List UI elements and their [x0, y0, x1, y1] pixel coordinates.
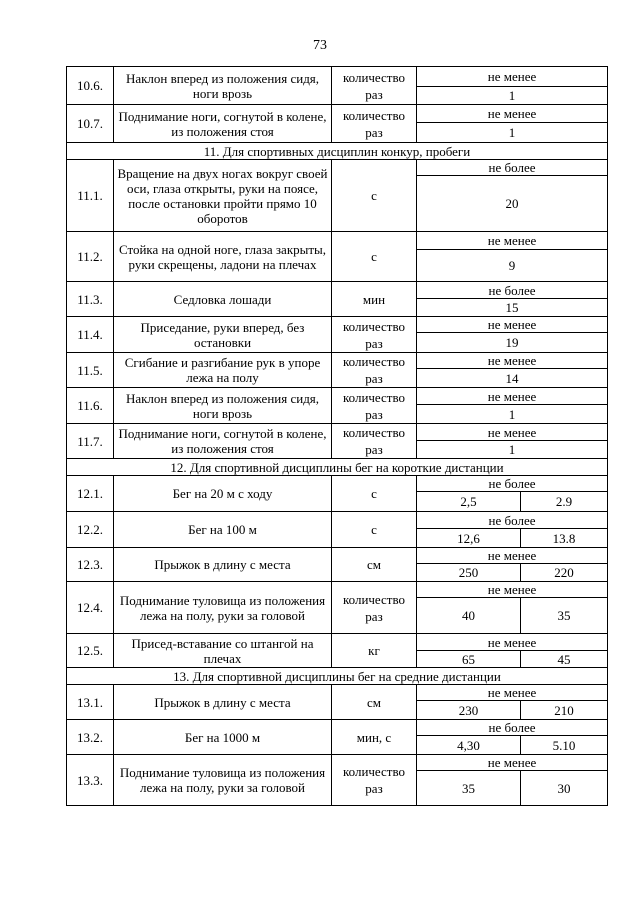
unit-of-measure: количество раз: [332, 424, 417, 459]
criterion-label: не менее: [417, 755, 608, 771]
norm-value: 45: [521, 651, 608, 668]
unit-of-measure: количество раз: [332, 388, 417, 424]
unit-of-measure: количество раз: [332, 67, 417, 105]
unit-of-measure: см: [332, 548, 417, 582]
criterion-label: не более: [417, 720, 608, 736]
norms-table: [66, 66, 608, 806]
table-row: [67, 105, 608, 123]
criterion-label: не менее: [417, 424, 608, 441]
norm-value: 65: [417, 651, 521, 668]
row-number: 13.3.: [67, 755, 114, 806]
unit-of-measure: с: [332, 232, 417, 282]
unit-of-measure: количество раз: [332, 582, 417, 634]
norm-value: 220: [521, 564, 608, 582]
table-row: [67, 755, 608, 771]
unit-of-measure: количество раз: [332, 755, 417, 806]
table-row: [67, 476, 608, 492]
row-number: 10.6.: [67, 67, 114, 105]
row-number: 12.4.: [67, 582, 114, 634]
row-number: 11.5.: [67, 353, 114, 388]
exercise-name: Бег на 20 м с ходу: [114, 476, 332, 512]
unit-of-measure: кг: [332, 634, 417, 668]
exercise-name: Наклон вперед из положения сидя, ноги врозь: [114, 388, 332, 424]
norm-value: 230: [417, 701, 521, 720]
norm-value: 1: [417, 123, 608, 143]
table-row: [67, 67, 608, 87]
table-row: [67, 685, 608, 701]
section-title: 13. Для спортивной дисциплины бег на средние дистанции: [67, 668, 608, 685]
norm-value: 2,5: [417, 492, 521, 512]
criterion-label: не менее: [417, 67, 608, 87]
norms-table-body: [67, 67, 608, 806]
criterion-label: не менее: [417, 388, 608, 405]
unit-of-measure: количество раз: [332, 353, 417, 388]
exercise-name: Наклон вперед из положения сидя, ноги врозь: [114, 67, 332, 105]
unit-of-measure: мин, с: [332, 720, 417, 755]
table-row: [67, 582, 608, 598]
unit-of-measure: с: [332, 160, 417, 232]
norm-value: 1: [417, 441, 608, 459]
norm-value: 35: [521, 598, 608, 634]
unit-of-measure: с: [332, 476, 417, 512]
norm-value: 4,30: [417, 736, 521, 755]
exercise-name: Бег на 100 м: [114, 512, 332, 548]
row-number: 11.3.: [67, 282, 114, 317]
row-number: 11.7.: [67, 424, 114, 459]
table-row: [67, 282, 608, 299]
norm-value: 35: [417, 771, 521, 806]
row-number: 11.2.: [67, 232, 114, 282]
table-row: [67, 317, 608, 333]
exercise-name: Прыжок в длину с места: [114, 548, 332, 582]
criterion-label: не более: [417, 160, 608, 176]
exercise-name: Сгибание и разгибание рук в упоре лежа на полу: [114, 353, 332, 388]
exercise-name: Поднимание туловища из положения лежа на полу, руки за головой: [114, 755, 332, 806]
unit-of-measure: количество раз: [332, 105, 417, 143]
criterion-label: не менее: [417, 317, 608, 333]
table-row: [67, 388, 608, 405]
exercise-name: Стойка на одной ноге, глаза закрыты, руки скрещены, ладони на плечах: [114, 232, 332, 282]
row-number: 11.6.: [67, 388, 114, 424]
row-number: 11.4.: [67, 317, 114, 353]
criterion-label: не более: [417, 512, 608, 529]
row-number: 12.1.: [67, 476, 114, 512]
norm-value: 14: [417, 369, 608, 388]
table-row: [67, 353, 608, 369]
norm-value: 30: [521, 771, 608, 806]
criterion-label: не более: [417, 476, 608, 492]
criterion-label: не менее: [417, 582, 608, 598]
criterion-label: не менее: [417, 548, 608, 564]
row-number: 13.2.: [67, 720, 114, 755]
criterion-label: не менее: [417, 105, 608, 123]
norm-value: 1: [417, 405, 608, 424]
norm-value: 12,6: [417, 529, 521, 548]
section-header-row: [67, 143, 608, 160]
page-number: 73: [313, 38, 327, 53]
row-number: 11.1.: [67, 160, 114, 232]
norm-value: 210: [521, 701, 608, 720]
table-row: [67, 720, 608, 736]
exercise-name: Поднимание туловища из положения лежа на полу, руки за головой: [114, 582, 332, 634]
table-row: [67, 424, 608, 441]
row-number: 10.7.: [67, 105, 114, 143]
table-row: [67, 548, 608, 564]
norm-value: 20: [417, 176, 608, 232]
norm-value: 40: [417, 598, 521, 634]
section-title: 12. Для спортивной дисциплины бег на короткие дистанции: [67, 459, 608, 476]
criterion-label: не менее: [417, 685, 608, 701]
exercise-name: Поднимание ноги, согнутой в колене, из положения стоя: [114, 424, 332, 459]
norm-value: 19: [417, 333, 608, 353]
exercise-name: Вращение на двух ногах вокруг своей оси, глаза открыты, руки на поясе, после остановки пройти прямо 10 оборотов: [114, 160, 332, 232]
table-row: [67, 160, 608, 176]
unit-of-measure: количество раз: [332, 317, 417, 353]
norm-value: 13.8: [521, 529, 608, 548]
unit-of-measure: см: [332, 685, 417, 720]
table-row: [67, 512, 608, 529]
norm-value: 1: [417, 87, 608, 105]
exercise-name: Прыжок в длину с места: [114, 685, 332, 720]
section-title: 11. Для спортивных дисциплин конкур, пробеги: [67, 143, 608, 160]
norm-value: 5.10: [521, 736, 608, 755]
exercise-name: Приседание, руки вперед, без остановки: [114, 317, 332, 353]
exercise-name: Бег на 1000 м: [114, 720, 332, 755]
section-header-row: [67, 459, 608, 476]
exercise-name: Присед-вставание со штангой на плечах: [114, 634, 332, 668]
norm-value: 9: [417, 250, 608, 282]
unit-of-measure: с: [332, 512, 417, 548]
row-number: 12.5.: [67, 634, 114, 668]
criterion-label: не менее: [417, 232, 608, 250]
exercise-name: Седловка лошади: [114, 282, 332, 317]
table-row: [67, 232, 608, 250]
criterion-label: не менее: [417, 634, 608, 651]
norm-value: 2.9: [521, 492, 608, 512]
row-number: 13.1.: [67, 685, 114, 720]
norm-value: 250: [417, 564, 521, 582]
section-header-row: [67, 668, 608, 685]
row-number: 12.2.: [67, 512, 114, 548]
norm-value: 15: [417, 299, 608, 317]
table-row: [67, 634, 608, 651]
unit-of-measure: мин: [332, 282, 417, 317]
criterion-label: не более: [417, 282, 608, 299]
criterion-label: не менее: [417, 353, 608, 369]
row-number: 12.3.: [67, 548, 114, 582]
exercise-name: Поднимание ноги, согнутой в колене, из положения стоя: [114, 105, 332, 143]
